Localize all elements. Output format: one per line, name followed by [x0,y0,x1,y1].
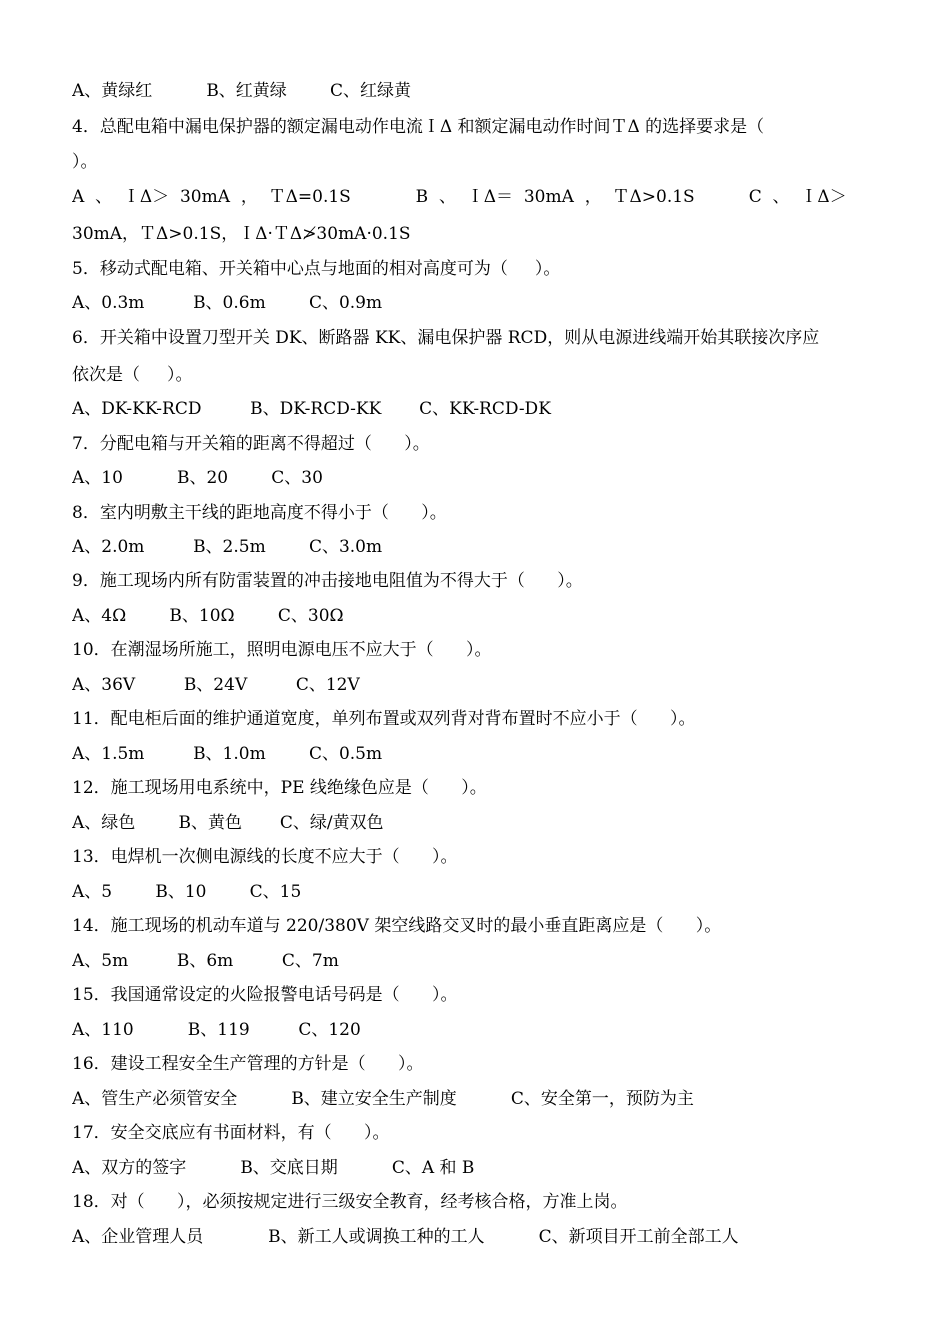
text-line: 5．移动式配电箱、开关箱中心点与地面的相对高度可为（ ）。 [72,259,561,279]
text-line: A、10 B、20 C、30 [72,468,323,488]
text-line: 10．在潮湿场所施工，照明电源电压不应大于（ ）。 [72,640,492,660]
text-line: 11．配电柜后面的维护通道宽度，单列布置或双列背对背布置时不应小于（ ）。 [72,709,696,729]
text-line: 17．安全交底应有书面材料，有（ ）。 [72,1123,390,1143]
text-line: 30mA，ＴΔ>0.1S，ＩΔ·ＴΔ≯30mA·0.1S [72,224,411,244]
text-line: A、绿色 B、黄色 C、绿/黄双色 [72,813,384,833]
text-line: A、企业管理人员 B、新工人或调换工种的工人 C、新项目开工前全部工人 [72,1227,739,1247]
text-line: ）。 [72,152,98,172]
text-line: A、4Ω B、10Ω C、30Ω [72,606,344,626]
text-line: 14．施工现场的机动车道与 220/380V 架空线路交叉时的最小垂直距离应是（ ）。 [72,916,722,936]
text-line: A、5 B、10 C、15 [72,882,302,902]
text-line: 18．对（ ），必须按规定进行三级安全教育，经考核合格，方准上岗。 [72,1192,628,1212]
text-line: 12．施工现场用电系统中，PE 线绝缘色应是（ ）。 [72,778,487,798]
text-line: 依次是（ ）。 [72,365,193,385]
text-line: 6．开关箱中设置刀型开关 DK、断路器 KK、漏电保护器 RCD，则从电源进线端开始其联接次序应 [72,328,820,348]
text-line: A、1.5m B、1.0m C、0.5m [72,744,383,764]
text-line: A 、 ＩΔ＞ 30mA ， ＴΔ=0.1S B 、 ＩΔ＝ 30mA ， ＴΔ>0.1S C 、 ＩΔ＞ [72,187,847,207]
text-line: 7．分配电箱与开关箱的距离不得超过（ ）。 [72,434,430,454]
text-line: A、110 B、119 C、120 [72,1020,361,1040]
text-line: A、管生产必须管安全 B、建立安全生产制度 C、安全第一，预防为主 [72,1089,694,1109]
text-line: A、36V B、24V C、12V [72,675,360,695]
text-line: A、5m B、6m C、7m [72,951,339,971]
text-line: 8．室内明敷主干线的距地高度不得小于（ ）。 [72,503,447,523]
text-line: A、2.0m B、2.5m C、3.0m [72,537,383,557]
text-line: 15．我国通常设定的火险报警电话号码是（ ）。 [72,985,458,1005]
text-line: A、双方的签字 B、交底日期 C、A 和 B [72,1158,475,1178]
text-line: A、黄绿红 B、红黄绿 C、红绿黄 [72,81,412,101]
text-line: A、0.3m B、0.6m C、0.9m [72,293,383,313]
text-line: A、DK-KK-RCD B、DK-RCD-KK C、KK-RCD-DK [72,399,551,419]
text-line: 9．施工现场内所有防雷装置的冲击接地电阻值为不得大于（ ）。 [72,571,583,591]
text-line: 13．电焊机一次侧电源线的长度不应大于（ ）。 [72,847,458,867]
text-line: 4．总配电箱中漏电保护器的额定漏电动作电流ＩΔ 和额定漏电动作时间ＴΔ 的选择要求是（ [72,117,765,137]
text-line: 16．建设工程安全生产管理的方针是（ ）。 [72,1054,424,1074]
